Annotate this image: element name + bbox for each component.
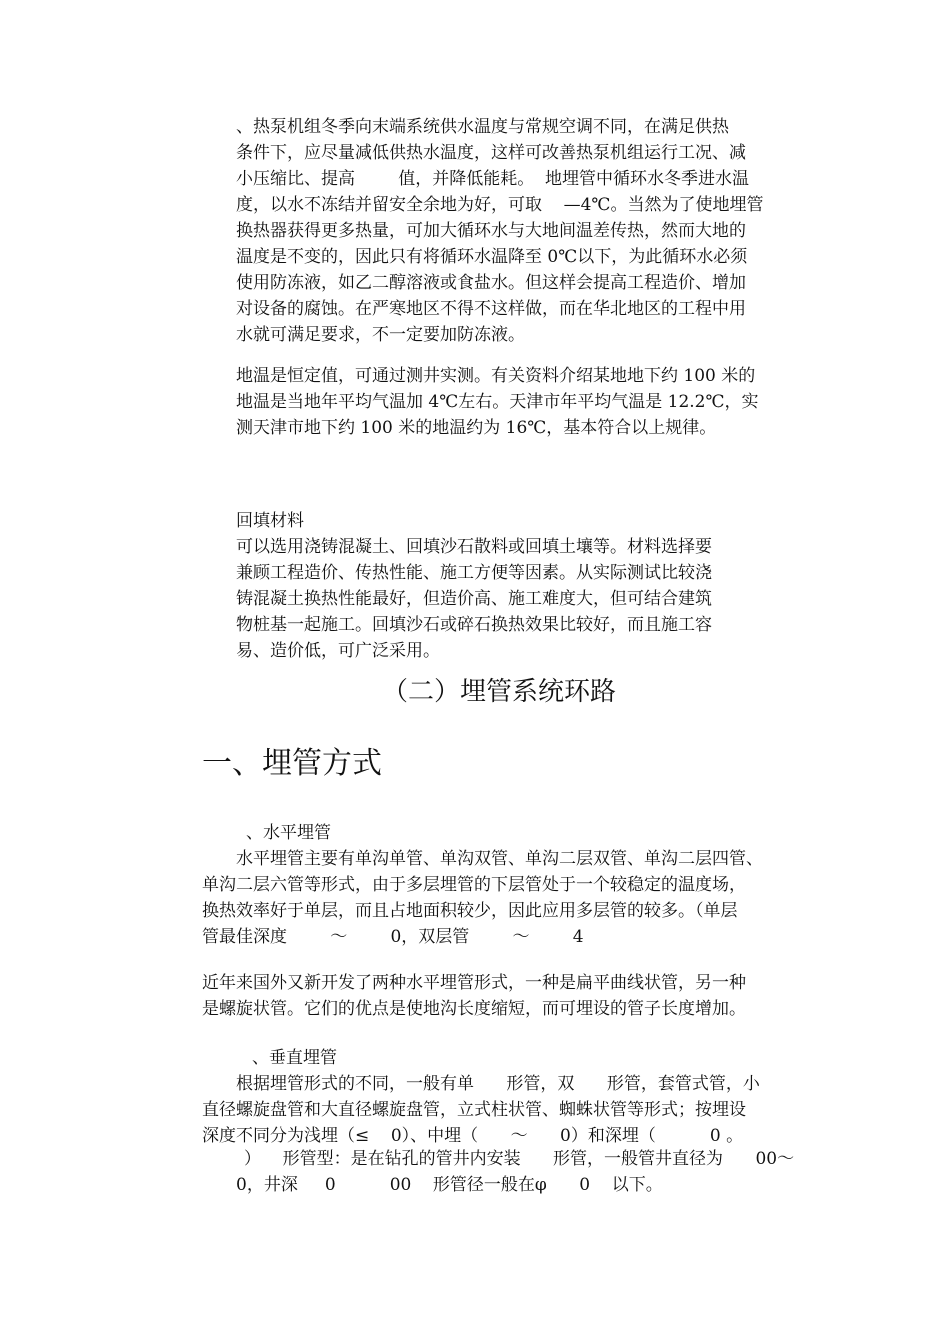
- text-line: 直径螺旋盘管和大直径螺旋盘管，立式柱状管、蜘蛛状管等形式；按埋设: [202, 1100, 746, 1120]
- text-line: 使用防冻液，如乙二醇溶液或食盐水。但这样会提高工程造价、增加: [236, 273, 746, 293]
- text-line: 条件下，应尽量减低供热水温度，这样可改善热泵机组运行工况、减: [236, 143, 746, 163]
- text-line: 0，井深 0 00 形管径一般在φ 0 以下。: [236, 1175, 663, 1195]
- text-line: 易、造价低，可广泛采用。: [236, 641, 440, 661]
- text-line: 可以选用浇铸混凝土、回填沙石散料或回填土壤等。材料选择要: [236, 537, 712, 557]
- text-line: 换热器获得更多热量，可加大循环水与大地间温差传热，然而大地的: [236, 221, 746, 241]
- text-line: 物桩基一起施工。回填沙石或碎石换热效果比较好，而且施工容: [236, 615, 712, 635]
- text-line: 地温是恒定值，可通过测井实测。有关资料介绍某地地下约 100 米的: [236, 366, 756, 386]
- text-line: 测天津市地下约 100 米的地温约为 16℃，基本符合以上规律。: [236, 418, 717, 438]
- text-line: 水就可满足要求，不一定要加防冻液。: [236, 325, 525, 345]
- text-line: 根据埋管形式的不同，一般有单 形管，双 形管，套管式管，小: [236, 1074, 760, 1094]
- text-line: 近年来国外又新开发了两种水平埋管形式，一种是扁平曲线状管，另一种: [202, 973, 746, 993]
- text-line: 管最佳深度 ～ 0，双层管 ～ 4: [202, 927, 584, 947]
- text-line: 铸混凝土换热性能最好，但造价高、施工难度大，但可结合建筑: [236, 589, 712, 609]
- text-line: 、热泵机组冬季向末端系统供水温度与常规空调不同，在满足供热: [236, 117, 729, 137]
- subheading-vertical: 、垂直埋管: [252, 1048, 337, 1068]
- text-line: 度，以水不冻结并留安全余地为好，可取 —4℃。当然为了使地埋管: [236, 195, 764, 215]
- text-line: 是螺旋状管。它们的优点是使地沟长度缩短，而可埋设的管子长度增加。: [202, 999, 746, 1019]
- text-line: 对设备的腐蚀。在严寒地区不得不这样做，而在华北地区的工程中用: [236, 299, 746, 319]
- text-line: ） 形管型：是在钻孔的管井内安装 形管，一般管井直径为 00～: [244, 1149, 795, 1169]
- main-heading: 一、埋管方式: [202, 746, 382, 781]
- text-line: 深度不同分为浅埋（≤ 0）、中埋（ ～ 0）和深埋（ 0 。: [202, 1126, 744, 1146]
- subheading-backfill: 回填材料: [236, 511, 304, 531]
- text-line: 兼顾工程造价、传热性能、施工方便等因素。从实际测试比较浇: [236, 563, 712, 583]
- text-line: 单沟二层六管等形式，由于多层埋管的下层管处于一个较稳定的温度场，: [202, 875, 746, 895]
- subheading-horizontal: 、水平埋管: [246, 823, 331, 843]
- text-line: 换热效率好于单层，而且占地面积较少，因此应用多层管的较多。（单层: [202, 901, 738, 921]
- text-line: 地温是当地年平均气温加 4℃左右。天津市年平均气温是 12.2℃，实: [236, 392, 759, 412]
- text-line: 水平埋管主要有单沟单管、单沟双管、单沟二层双管、单沟二层四管、: [236, 849, 763, 869]
- section-heading: （二）埋管系统环路: [382, 677, 617, 707]
- text-line: 小压缩比、提高 值，并降低能耗。 地埋管中循环水冬季进水温: [236, 169, 750, 189]
- text-line: 温度是不变的，因此只有将循环水温降至 0℃以下，为此循环水必须: [236, 247, 748, 267]
